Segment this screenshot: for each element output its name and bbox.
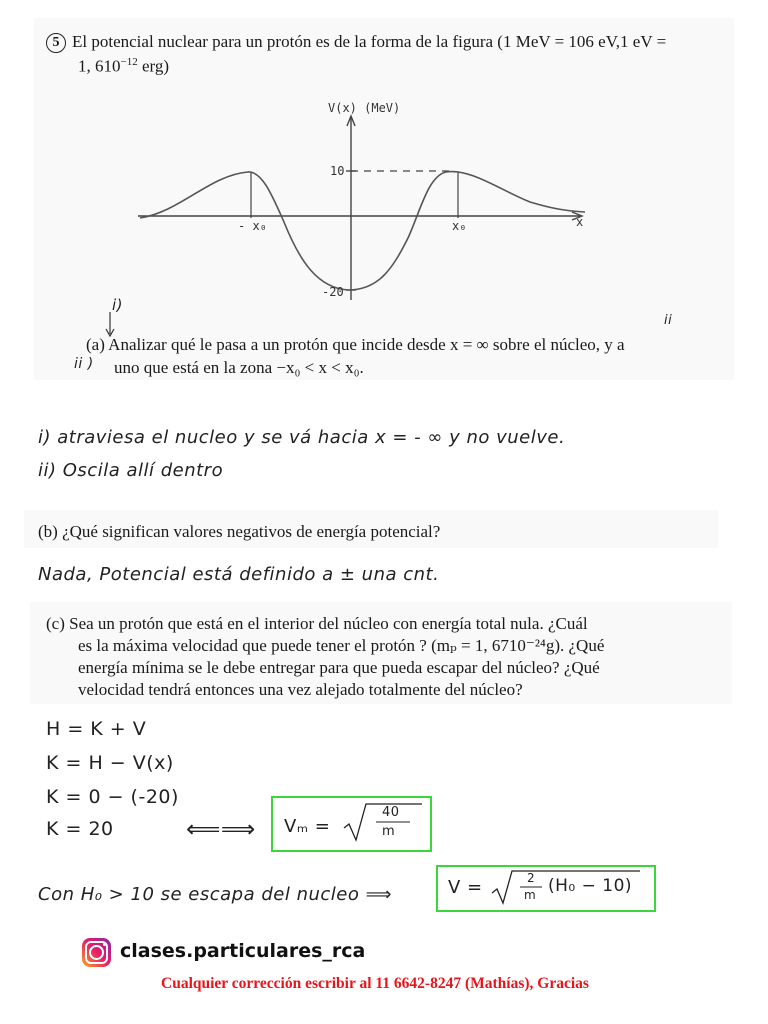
part-c-line4: velocidad tendrá entonces una vez alejado totalmente del núcleo?	[78, 680, 523, 699]
work-eq2: K = H − V(x)	[46, 752, 174, 774]
problem-number: 5	[46, 33, 66, 53]
work-double-arrow: ⟸⟹	[186, 815, 256, 843]
part-c-line2: es la máxima velocidad que puede tener el protón ? (mₚ = 1, 6710⁻²⁴g). ¿Qué	[78, 636, 605, 655]
work-escape-line: Con H₀ > 10 se escapa del nucleo ⟹	[38, 884, 392, 905]
part-a-question-line1: (a) Analizar qué le pasa a un protón que incide desde x = ∞ sobre el núcleo, y a	[86, 335, 625, 354]
problem-intro-line2: 1, $610^{-12}$ erg)	[78, 56, 170, 76]
part-a-question-line2: uno que está en la zona −x₀ < x < x₀.	[114, 358, 364, 377]
x-axis-label: x	[576, 215, 584, 229]
instagram-handle[interactable]: clases.particulares_rca	[120, 940, 366, 962]
tick-x0-label: x₀	[452, 219, 467, 233]
part-a-mark-i: i)	[112, 296, 124, 314]
box1-lhs: Vₘ =	[284, 816, 331, 837]
box1-denominator: m	[382, 824, 396, 839]
box2-numerator: 2	[527, 871, 536, 885]
potential-curve	[140, 172, 585, 290]
part-a-mark-ii-right: ii	[664, 313, 673, 328]
part-b-question: (b) ¿Qué significan valores negativos de energía potencial?	[38, 522, 441, 541]
answer-a-line2: ii) Oscila allí dentro	[38, 460, 224, 481]
part-c-line1: (c) Sea un protón que está en el interior del núcleo con energía total nula. ¿Cuál	[46, 614, 588, 633]
part-a-mark-ii: ii )	[74, 356, 94, 372]
answer-b: Nada, Potencial está definido a ± una cnt.	[38, 564, 440, 585]
tick-neg20-label: -20	[322, 285, 344, 299]
y-axis-label: V(x) (MeV)	[328, 101, 401, 115]
problem-intro-text: El potencial nuclear para un protón es de la forma de la figura (1 MeV = 106 eV,1 eV =	[72, 32, 667, 51]
box2-rest: (H₀ − 10)	[548, 876, 633, 896]
tick-10-label: 10	[330, 164, 345, 178]
work-eq4: K = 20	[46, 818, 114, 840]
work-eq1: H = K + V	[46, 718, 147, 740]
box2-denominator: m	[524, 888, 537, 902]
instagram-icon	[82, 938, 111, 967]
part-c-line3: energía mínima se le debe entregar para que pueda escapar del núcleo? ¿Qué	[78, 658, 600, 677]
work-eq3: K = 0 − (-20)	[46, 786, 179, 808]
tick-negx0-label: - x₀	[238, 219, 267, 233]
answer-a-line1: i) atraviesa el nucleo y se vá hacia x = - ∞ y no vuelve.	[38, 427, 566, 448]
box2-lhs: V =	[448, 877, 483, 898]
correction-note: Cualquier corrección escribir al 11 6642-8247 (Mathías), Gracias	[161, 975, 589, 992]
box1-numerator: 40	[382, 805, 400, 820]
